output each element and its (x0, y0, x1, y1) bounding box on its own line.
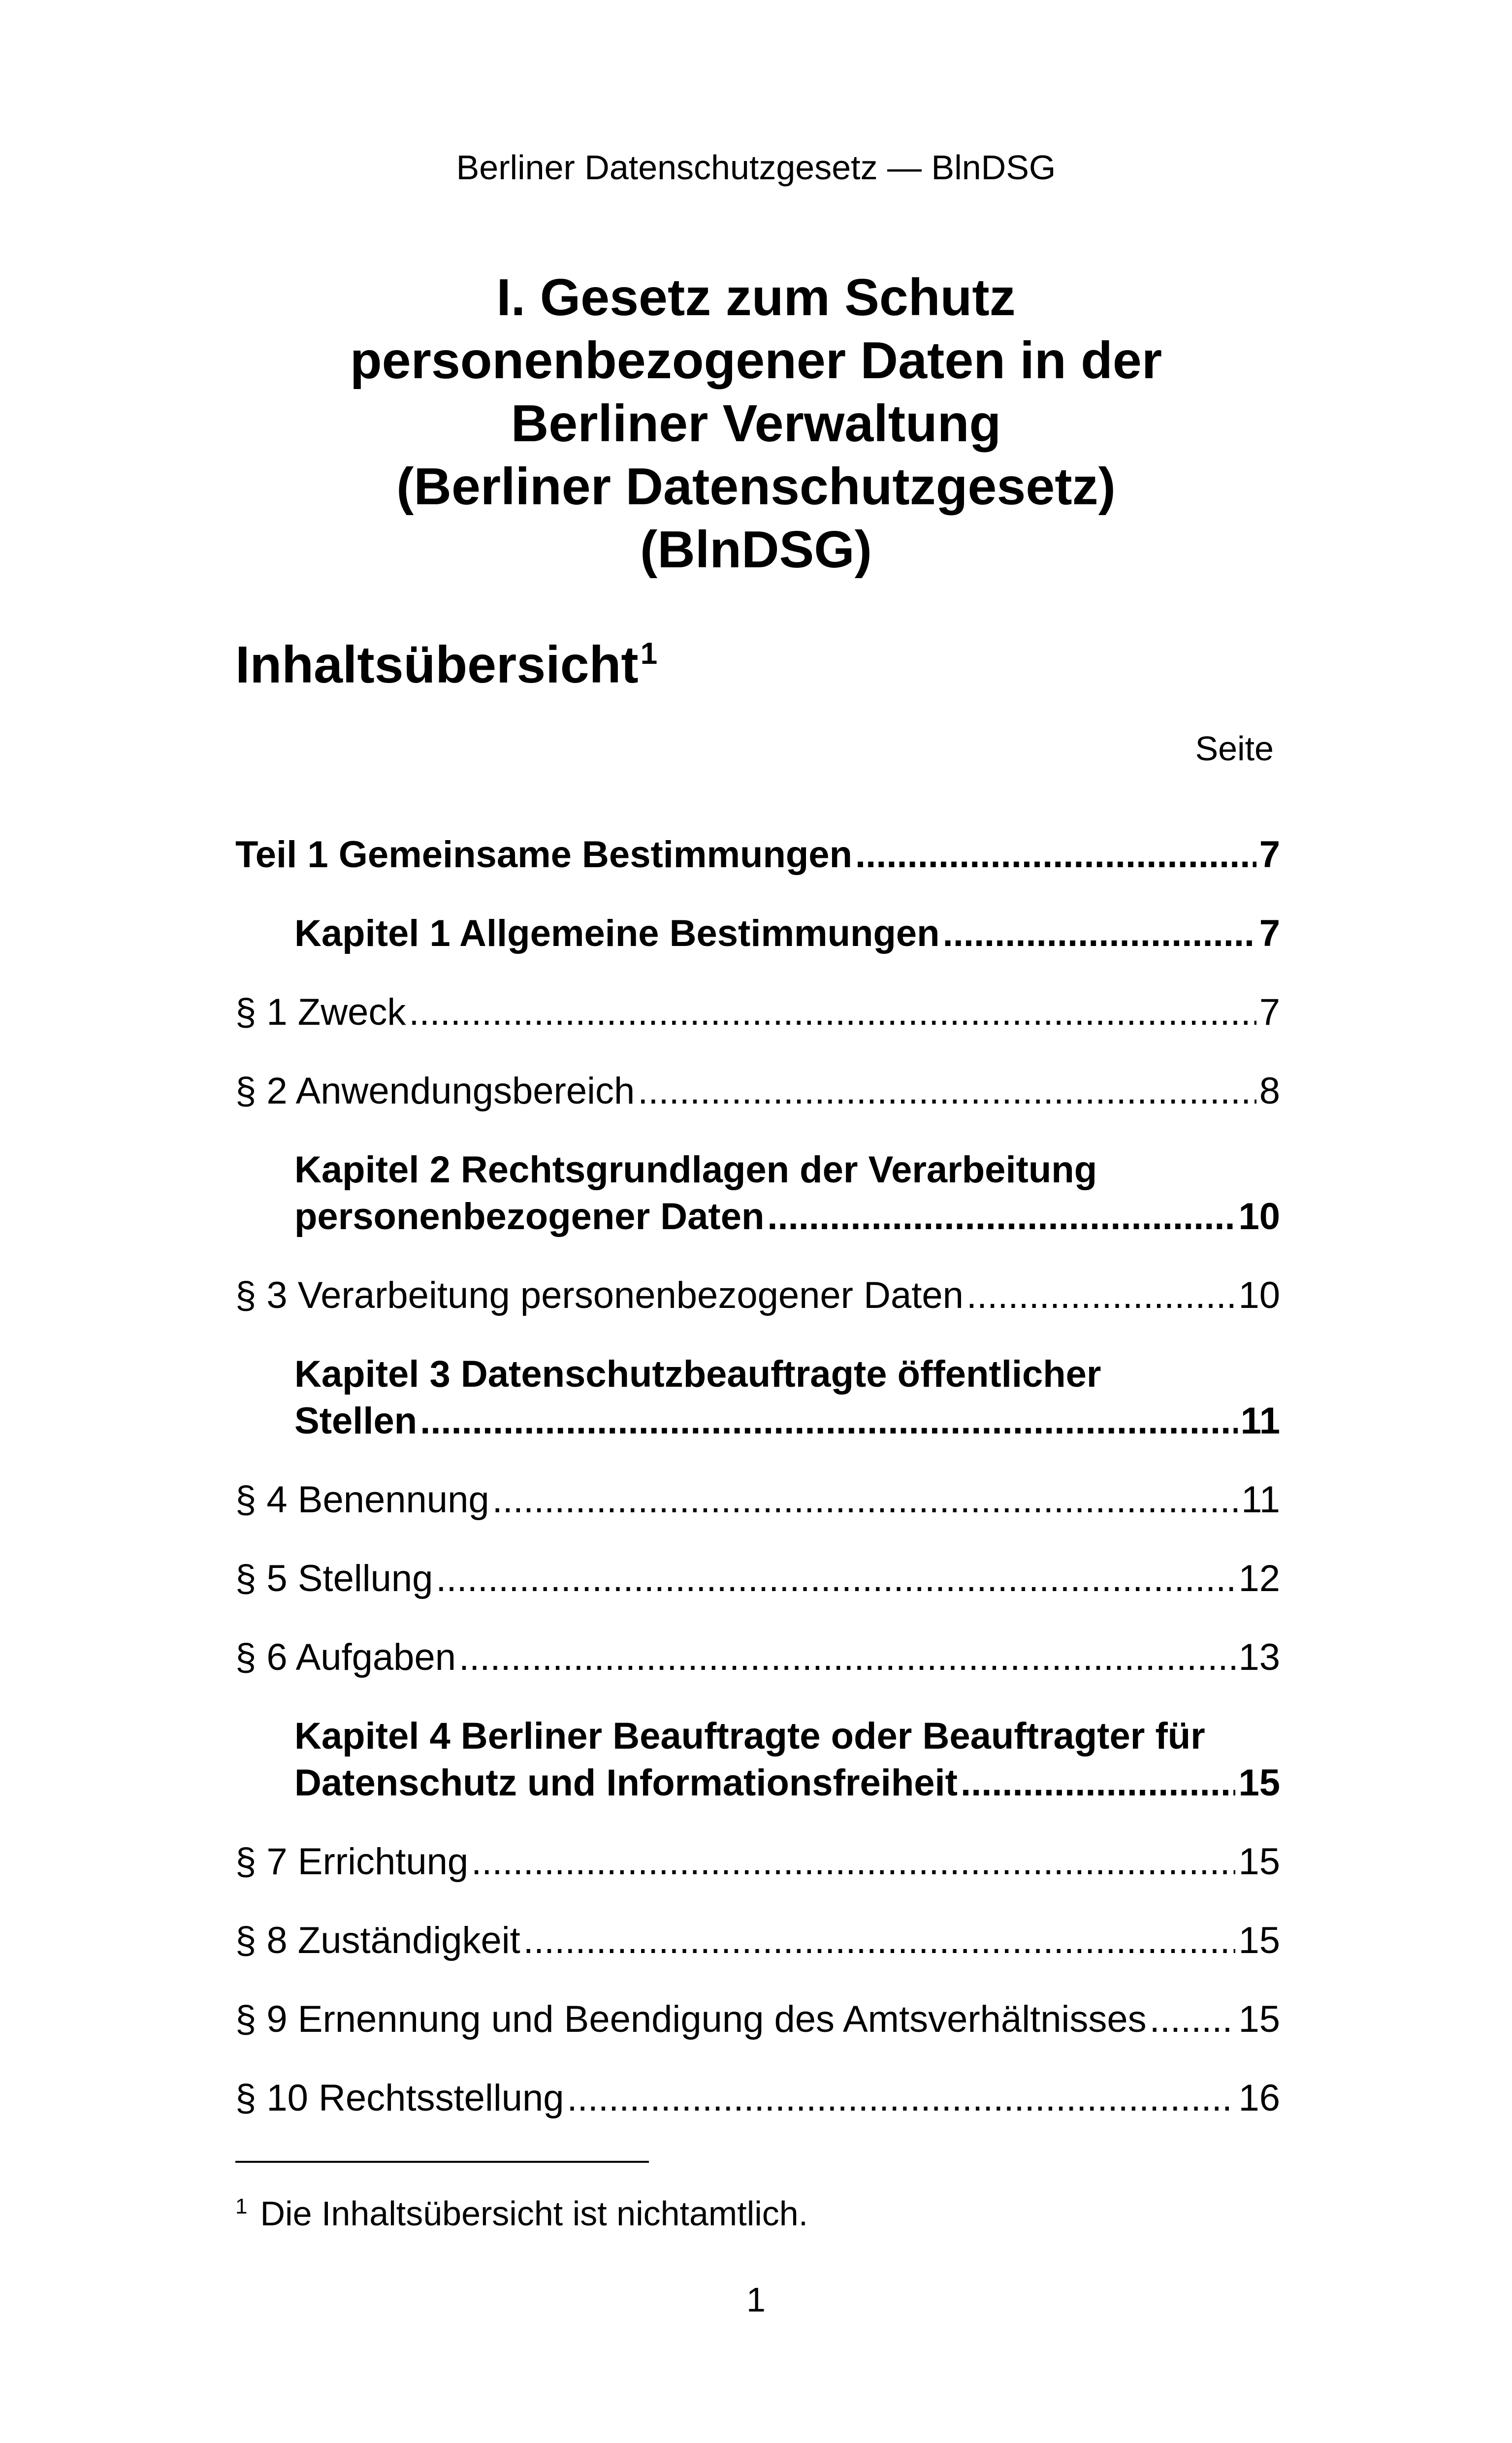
toc-heading (235, 633, 657, 705)
toc-entry-page: 13 (1238, 1636, 1280, 1678)
toc-entry-section-7[interactable] (235, 1838, 1280, 1885)
dot-leader (436, 1555, 1235, 1602)
toc-entry-section-4[interactable] (235, 1476, 1280, 1523)
toc-entry-page: 11 (1241, 1479, 1280, 1521)
toc-entry-title: § 2 Anwendungsbereich (235, 1070, 635, 1112)
toc-entry-title: personenbezogener Daten (294, 1196, 765, 1238)
title-line: Berliner Verwaltung (511, 394, 1001, 453)
dot-leader (961, 1759, 1235, 1806)
toc-entry-section-1[interactable] (235, 989, 1280, 1036)
running-header: Berliner Datenschutzgesetz — BlnDSG (456, 148, 1056, 187)
toc-entry-title: § 6 Aufgaben (235, 1636, 456, 1678)
toc-entry-page: 7 (1259, 912, 1280, 954)
dot-leader (943, 910, 1256, 957)
toc-entry-page: 15 (1238, 1841, 1280, 1883)
dot-leader (471, 1838, 1235, 1885)
dot-leader (966, 1272, 1236, 1319)
toc-entry-title: § 7 Errichtung (235, 1841, 469, 1883)
dot-leader (492, 1476, 1238, 1523)
toc-entry-section-2[interactable] (235, 1068, 1280, 1114)
title-line: (BlnDSG) (640, 521, 872, 579)
toc-entry-title: Teil 1 Gemeinsame Bestimmungen (235, 834, 852, 876)
toc-heading-text: Inhaltsübersicht (235, 636, 639, 694)
toc-entry-section-5[interactable] (235, 1555, 1280, 1602)
toc-entry-page: 15 (1238, 1920, 1280, 1961)
title-line: (Berliner Datenschutzgesetz) (396, 457, 1116, 516)
toc-entry-title-line: Kapitel 4 Berliner Beauftragte oder Beauftragter für (294, 1715, 1205, 1757)
toc-entry-title: § 10 Rechtsstellung (235, 2077, 564, 2119)
dot-leader (459, 1634, 1235, 1681)
dot-leader (638, 1068, 1256, 1114)
dot-leader (409, 989, 1256, 1036)
page-number: 1 (746, 2280, 766, 2319)
toc-entry-title: § 9 Ernennung und Beendigung des Amtsverhältnisses (235, 1998, 1147, 2040)
document-title (0, 266, 1512, 581)
dot-leader (420, 1398, 1237, 1444)
toc-entry-kapitel-2[interactable] (235, 1146, 1280, 1240)
toc-entry-section-10[interactable] (235, 2075, 1280, 2121)
footnote-mark: 1 (235, 2194, 248, 2218)
toc-entry-page: 10 (1238, 1196, 1280, 1238)
dot-leader (567, 2075, 1236, 2121)
toc-entry-page: 11 (1240, 1400, 1280, 1442)
toc-entry-page: 16 (1238, 2077, 1280, 2119)
toc-entry-section-6[interactable] (235, 1634, 1280, 1681)
toc-entry-page: 15 (1238, 1998, 1280, 2040)
toc-entry-page: 7 (1259, 834, 1280, 876)
toc-entry-teil-1[interactable] (235, 831, 1280, 878)
toc-entry-section-3[interactable] (235, 1272, 1280, 1319)
toc-entry-title: Stellen (294, 1400, 418, 1442)
toc-entry-page: 7 (1259, 991, 1280, 1033)
dot-leader (1150, 1996, 1236, 2043)
toc-entry-page: 15 (1238, 1762, 1280, 1804)
footnote-divider (235, 2161, 649, 2163)
toc-entry-page: 12 (1238, 1558, 1280, 1599)
footnote-reference[interactable]: 1 (640, 637, 658, 671)
toc-entry-title-line: Kapitel 2 Rechtsgrundlagen der Verarbeitung (294, 1149, 1097, 1191)
footnote-text: Die Inhaltsübersicht ist nichtamtlich. (260, 2194, 808, 2233)
toc-entry-section-8[interactable] (235, 1917, 1280, 1964)
title-line: personenbezogener Daten in der (350, 331, 1162, 390)
page-column-label: Seite (1195, 729, 1274, 768)
dot-leader (523, 1917, 1236, 1964)
toc-entry-title: § 8 Zuständigkeit (235, 1920, 520, 1961)
toc-entry-kapitel-4[interactable] (235, 1713, 1280, 1806)
toc-entry-title-line: Kapitel 3 Datenschutzbeauftragte öffentlicher (294, 1353, 1101, 1395)
dot-leader (855, 831, 1256, 878)
dot-leader (767, 1193, 1235, 1240)
table-of-contents (235, 831, 1280, 2153)
toc-entry-title: § 4 Benennung (235, 1479, 489, 1521)
toc-entry-title: § 3 Verarbeitung personenbezogener Daten (235, 1274, 964, 1316)
toc-entry-title: § 1 Zweck (235, 991, 406, 1033)
title-line: I. Gesetz zum Schutz (496, 268, 1016, 326)
toc-entry-kapitel-3[interactable] (235, 1351, 1280, 1444)
toc-entry-title: Datenschutz und Informationsfreiheit (294, 1762, 958, 1804)
toc-entry-title: § 5 Stellung (235, 1558, 433, 1599)
toc-entry-title: Kapitel 1 Allgemeine Bestimmungen (294, 912, 940, 954)
toc-entry-page: 8 (1259, 1070, 1280, 1112)
toc-entry-section-9[interactable] (235, 1996, 1280, 2043)
footnote (235, 2189, 808, 2243)
toc-entry-kapitel-1[interactable] (235, 910, 1280, 957)
toc-entry-page: 10 (1238, 1274, 1280, 1316)
